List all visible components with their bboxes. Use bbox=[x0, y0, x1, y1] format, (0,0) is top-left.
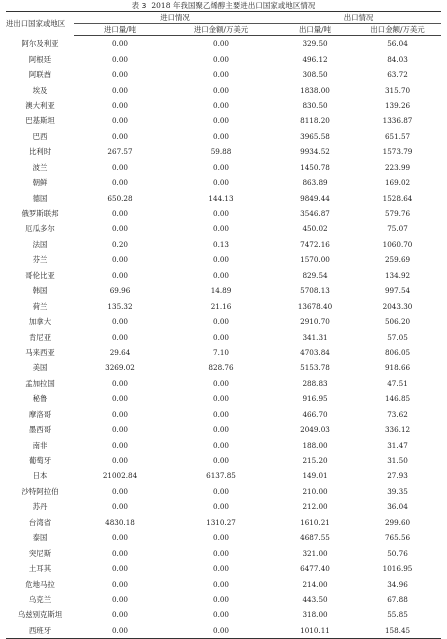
export-qty-cell: 8118.20 bbox=[300, 116, 330, 126]
export-qty-cell: 5708.13 bbox=[300, 286, 330, 296]
export-qty-cell: 210.00 bbox=[302, 486, 328, 496]
export-amount-cell: 2043.30 bbox=[382, 301, 413, 311]
table-number: 表 3 bbox=[131, 1, 147, 10]
country-cell: 巴基斯坦 bbox=[25, 116, 55, 126]
country-cell: 加拿大 bbox=[28, 317, 52, 327]
country-cell: 厄瓜多尔 bbox=[25, 224, 55, 234]
export-amount-cell: 1016.95 bbox=[382, 564, 413, 574]
export-amount-cell: 1060.70 bbox=[382, 239, 413, 249]
import-qty-cell: 21002.84 bbox=[102, 471, 138, 481]
import-amount-cell: 0.00 bbox=[166, 623, 276, 639]
table-row bbox=[6, 98, 441, 113]
export-amount-cell: 139.26 bbox=[384, 100, 411, 110]
country-cell: 乌兹别克斯坦 bbox=[17, 610, 63, 620]
import-qty-cell: 0.00 bbox=[111, 85, 128, 95]
table-body bbox=[6, 36, 441, 639]
table-caption bbox=[6, 0, 441, 11]
country-cell: 突尼斯 bbox=[28, 548, 52, 558]
export-amount-cell: 31.47 bbox=[387, 440, 408, 450]
country-cell: 土耳其 bbox=[28, 564, 52, 574]
import-qty-cell: 0.00 bbox=[111, 394, 128, 404]
export-amount-cell: 169.02 bbox=[384, 178, 411, 188]
import-qty-cell: 0.00 bbox=[111, 378, 128, 388]
export-amount-cell: 1573.79 bbox=[382, 147, 413, 157]
export-amount-cell: 36.04 bbox=[387, 502, 408, 512]
country-cell: 比利时 bbox=[28, 147, 52, 157]
import-qty-cell: 0.00 bbox=[111, 610, 128, 620]
export-amount-cell: 579.76 bbox=[384, 209, 411, 219]
export-qty-cell: 916.95 bbox=[302, 394, 328, 404]
table-row bbox=[6, 129, 441, 144]
table-row bbox=[6, 160, 441, 175]
country-cell: 哥伦比亚 bbox=[25, 270, 55, 280]
header-export-amount: 出口金额/万美元 bbox=[354, 24, 441, 36]
export-qty-cell: 188.00 bbox=[302, 440, 328, 450]
import-qty-cell: 0.00 bbox=[111, 440, 128, 450]
export-qty-cell: 466.70 bbox=[302, 409, 328, 419]
export-qty-cell: 329.50 bbox=[302, 39, 328, 49]
export-qty-cell: 2049.03 bbox=[300, 425, 330, 435]
import-amount-cell: 0.00 bbox=[213, 209, 230, 219]
export-qty-cell: 3546.87 bbox=[300, 209, 330, 219]
table-row bbox=[6, 376, 441, 391]
export-amount-cell: 506.20 bbox=[384, 317, 411, 327]
export-amount-cell: 56.04 bbox=[387, 39, 408, 49]
export-qty-cell: 288.83 bbox=[302, 378, 328, 388]
export-qty-cell: 318.00 bbox=[302, 610, 328, 620]
export-qty-cell: 308.50 bbox=[302, 70, 328, 80]
import-amount-cell: 0.00 bbox=[213, 100, 230, 110]
export-qty-cell: 5153.78 bbox=[300, 363, 330, 373]
import-qty-cell: 69.96 bbox=[109, 286, 131, 296]
export-amount-cell: 336.12 bbox=[384, 425, 411, 435]
import-qty-cell: 0.00 bbox=[111, 564, 128, 574]
country-cell: 韩国 bbox=[32, 286, 48, 296]
export-amount-cell: 299.60 bbox=[384, 517, 411, 527]
import-qty-cell: 0.20 bbox=[111, 239, 128, 249]
table-row bbox=[6, 530, 441, 545]
import-amount-cell: 0.00 bbox=[213, 162, 230, 172]
export-qty-cell: 13678.40 bbox=[297, 301, 333, 311]
country-cell: 澳大利亚 bbox=[25, 100, 55, 110]
table-title: 2018 年我国聚乙烯醇主要进出口国家或地区情况 bbox=[151, 1, 316, 10]
export-qty-cell: 443.50 bbox=[302, 594, 328, 604]
export-amount-cell: 31.50 bbox=[387, 456, 408, 466]
table-row bbox=[6, 206, 441, 221]
export-amount-cell: 63.72 bbox=[387, 70, 408, 80]
export-qty-cell: 1570.00 bbox=[300, 255, 330, 265]
export-amount-cell: 134.92 bbox=[384, 270, 411, 280]
country-cell: 孟加拉国 bbox=[25, 378, 55, 388]
header-row-groups bbox=[6, 12, 441, 24]
table-row bbox=[6, 592, 441, 607]
import-amount-cell: 14.89 bbox=[210, 286, 232, 296]
import-amount-cell: 144.13 bbox=[208, 193, 234, 203]
import-amount-cell: 0.00 bbox=[213, 70, 230, 80]
export-amount-cell: 39.35 bbox=[387, 486, 408, 496]
table-row bbox=[6, 623, 441, 639]
import-amount-cell: 0.00 bbox=[213, 54, 230, 64]
export-amount-cell: 651.57 bbox=[384, 131, 411, 141]
export-amount-cell: 259.69 bbox=[384, 255, 411, 265]
export-qty-cell: 829.54 bbox=[302, 270, 328, 280]
import-qty-cell: 0.00 bbox=[111, 486, 128, 496]
export-amount-cell: 27.93 bbox=[387, 471, 408, 481]
export-qty-cell: 149.01 bbox=[302, 471, 328, 481]
country-cell: 肯尼亚 bbox=[28, 332, 52, 342]
export-qty-cell: 9849.44 bbox=[300, 193, 330, 203]
table-row bbox=[6, 252, 441, 267]
export-amount-cell: 34.96 bbox=[387, 579, 408, 589]
export-qty-cell: 4687.55 bbox=[300, 533, 330, 543]
import-qty-cell: 0.00 bbox=[111, 209, 128, 219]
export-amount-cell: 918.66 bbox=[384, 363, 411, 373]
import-qty-cell: 0.00 bbox=[74, 623, 166, 639]
header-import-group: 进口情况 bbox=[74, 12, 276, 24]
import-amount-cell: 0.00 bbox=[213, 440, 230, 450]
export-qty-cell: 3965.58 bbox=[300, 131, 330, 141]
export-amount-cell: 223.99 bbox=[384, 162, 411, 172]
country-cell: 乌克兰 bbox=[28, 594, 52, 604]
import-amount-cell: 0.00 bbox=[213, 332, 230, 342]
import-amount-cell: 1310.27 bbox=[206, 517, 236, 527]
export-qty-cell: 830.50 bbox=[302, 100, 328, 110]
table-row bbox=[6, 51, 441, 66]
export-qty-cell: 863.89 bbox=[302, 178, 328, 188]
trade-table bbox=[6, 11, 441, 639]
import-amount-cell: 0.00 bbox=[213, 85, 230, 95]
table-row bbox=[6, 437, 441, 452]
table-row bbox=[6, 237, 441, 252]
import-qty-cell: 135.32 bbox=[107, 301, 133, 311]
country-cell: 法国 bbox=[32, 239, 48, 249]
country-cell: 危地马拉 bbox=[25, 579, 55, 589]
import-qty-cell: 0.00 bbox=[111, 409, 128, 419]
import-qty-cell: 0.00 bbox=[111, 116, 128, 126]
table-row bbox=[6, 113, 441, 128]
export-qty-cell: 214.00 bbox=[302, 579, 328, 589]
export-qty-cell: 7472.16 bbox=[300, 239, 330, 249]
import-qty-cell: 3269.02 bbox=[105, 363, 135, 373]
table-row bbox=[6, 468, 441, 483]
header-country: 进出口国家或地区 bbox=[6, 12, 74, 36]
export-qty-cell: 6477.40 bbox=[300, 564, 330, 574]
country-cell: 阿根廷 bbox=[28, 54, 52, 64]
export-amount-cell: 84.03 bbox=[387, 54, 408, 64]
header-export-group: 出口情况 bbox=[276, 12, 441, 24]
table-row bbox=[6, 422, 441, 437]
import-amount-cell: 7.10 bbox=[213, 347, 230, 357]
import-amount-cell: 0.00 bbox=[213, 378, 230, 388]
import-amount-cell: 0.00 bbox=[213, 564, 230, 574]
import-qty-cell: 650.28 bbox=[107, 193, 133, 203]
import-amount-cell: 0.00 bbox=[213, 409, 230, 419]
import-amount-cell: 0.00 bbox=[213, 594, 230, 604]
country-cell: 芬兰 bbox=[32, 255, 48, 265]
table-row bbox=[6, 515, 441, 530]
header-export-qty: 出口量/吨 bbox=[276, 24, 354, 36]
export-amount-cell: 75.07 bbox=[387, 224, 408, 234]
import-amount-cell: 0.00 bbox=[213, 224, 230, 234]
import-amount-cell: 0.00 bbox=[213, 548, 230, 558]
export-qty-cell: 496.12 bbox=[302, 54, 328, 64]
import-qty-cell: 0.00 bbox=[111, 54, 128, 64]
table-row bbox=[6, 298, 441, 313]
export-amount-cell: 57.05 bbox=[387, 332, 408, 342]
table-row bbox=[6, 345, 441, 360]
import-amount-cell: 0.00 bbox=[213, 610, 230, 620]
table-row bbox=[6, 499, 441, 514]
import-qty-cell: 0.00 bbox=[111, 502, 128, 512]
export-qty-cell: 9934.52 bbox=[300, 147, 330, 157]
import-amount-cell: 0.00 bbox=[213, 131, 230, 141]
import-qty-cell: 0.00 bbox=[111, 317, 128, 327]
table-row bbox=[6, 190, 441, 205]
import-qty-cell: 0.00 bbox=[111, 425, 128, 435]
country-cell: 日本 bbox=[32, 471, 48, 481]
import-qty-cell: 0.00 bbox=[111, 594, 128, 604]
import-amount-cell: 0.00 bbox=[213, 394, 230, 404]
country-cell: 泰国 bbox=[32, 533, 48, 543]
export-amount-cell: 55.85 bbox=[387, 610, 408, 620]
table-row bbox=[6, 576, 441, 591]
import-qty-cell: 0.00 bbox=[111, 224, 128, 234]
export-qty-cell: 341.31 bbox=[302, 332, 328, 342]
import-amount-cell: 0.00 bbox=[213, 425, 230, 435]
export-amount-cell: 73.62 bbox=[387, 409, 408, 419]
export-amount-cell: 50.76 bbox=[387, 548, 408, 558]
country-cell: 西班牙 bbox=[6, 623, 74, 639]
import-amount-cell: 0.00 bbox=[213, 317, 230, 327]
country-cell: 苏丹 bbox=[32, 502, 48, 512]
export-qty-cell: 4703.84 bbox=[300, 347, 330, 357]
table-row bbox=[6, 391, 441, 406]
country-cell: 墨西哥 bbox=[28, 425, 52, 435]
country-cell: 马来西亚 bbox=[25, 347, 55, 357]
table-row bbox=[6, 561, 441, 576]
import-qty-cell: 0.00 bbox=[111, 270, 128, 280]
country-cell: 俄罗斯联邦 bbox=[21, 209, 59, 219]
import-amount-cell: 0.00 bbox=[213, 255, 230, 265]
table-row bbox=[6, 545, 441, 560]
export-amount-cell: 67.88 bbox=[387, 594, 408, 604]
table-row bbox=[6, 407, 441, 422]
import-qty-cell: 0.00 bbox=[111, 548, 128, 558]
export-amount-cell: 806.05 bbox=[384, 347, 411, 357]
import-qty-cell: 0.00 bbox=[111, 255, 128, 265]
country-cell: 南非 bbox=[32, 440, 48, 450]
import-amount-cell: 6137.85 bbox=[206, 471, 236, 481]
import-amount-cell: 0.00 bbox=[213, 39, 230, 49]
import-qty-cell: 0.00 bbox=[111, 70, 128, 80]
import-amount-cell: 0.00 bbox=[213, 533, 230, 543]
import-amount-cell: 0.00 bbox=[213, 456, 230, 466]
import-qty-cell: 0.00 bbox=[111, 178, 128, 188]
country-cell: 台湾省 bbox=[28, 517, 52, 527]
header-import-amount: 进口金额/万美元 bbox=[166, 24, 276, 36]
import-amount-cell: 828.76 bbox=[208, 363, 234, 373]
export-qty-cell: 1450.78 bbox=[300, 162, 330, 172]
table-row bbox=[6, 36, 441, 52]
country-cell: 沙特阿拉伯 bbox=[21, 486, 59, 496]
table-row bbox=[6, 82, 441, 97]
import-amount-cell: 0.00 bbox=[213, 116, 230, 126]
import-qty-cell: 29.64 bbox=[109, 347, 131, 357]
import-amount-cell: 0.00 bbox=[213, 502, 230, 512]
table-row bbox=[6, 314, 441, 329]
import-qty-cell: 4830.18 bbox=[105, 517, 135, 527]
country-cell: 巴西 bbox=[32, 131, 48, 141]
export-qty-cell: 215.20 bbox=[302, 456, 328, 466]
country-cell: 德国 bbox=[32, 193, 48, 203]
import-qty-cell: 0.00 bbox=[111, 131, 128, 141]
import-qty-cell: 0.00 bbox=[111, 579, 128, 589]
import-amount-cell: 0.00 bbox=[213, 178, 230, 188]
import-qty-cell: 0.00 bbox=[111, 100, 128, 110]
export-amount-cell: 765.56 bbox=[384, 533, 411, 543]
import-amount-cell: 0.00 bbox=[213, 270, 230, 280]
country-cell: 秘鲁 bbox=[32, 394, 48, 404]
export-amount-cell: 997.54 bbox=[384, 286, 411, 296]
export-qty-cell: 212.00 bbox=[302, 502, 328, 512]
table-row bbox=[6, 484, 441, 499]
import-qty-cell: 0.00 bbox=[111, 332, 128, 342]
export-amount-cell: 1528.64 bbox=[382, 193, 413, 203]
table-row bbox=[6, 453, 441, 468]
import-amount-cell: 0.00 bbox=[213, 579, 230, 589]
export-qty-cell: 1010.11 bbox=[276, 623, 354, 639]
export-qty-cell: 450.02 bbox=[302, 224, 328, 234]
import-qty-cell: 0.00 bbox=[111, 456, 128, 466]
country-cell: 摩洛哥 bbox=[28, 409, 52, 419]
country-cell: 美国 bbox=[32, 363, 48, 373]
export-amount-cell: 47.51 bbox=[387, 378, 408, 388]
export-qty-cell: 321.00 bbox=[302, 548, 328, 558]
table-row bbox=[6, 67, 441, 82]
import-amount-cell: 21.16 bbox=[210, 301, 232, 311]
table-row bbox=[6, 360, 441, 375]
import-qty-cell: 267.57 bbox=[107, 147, 133, 157]
export-qty-cell: 1610.21 bbox=[300, 517, 330, 527]
export-qty-cell: 2910.70 bbox=[300, 317, 330, 327]
table-row bbox=[6, 221, 441, 236]
country-cell: 荷兰 bbox=[32, 301, 48, 311]
table-row bbox=[6, 144, 441, 159]
import-qty-cell: 0.00 bbox=[111, 39, 128, 49]
country-cell: 埃及 bbox=[32, 85, 48, 95]
table-row bbox=[6, 329, 441, 344]
export-amount-cell: 315.70 bbox=[384, 85, 411, 95]
export-amount-cell: 158.45 bbox=[354, 623, 441, 639]
table-row bbox=[6, 268, 441, 283]
country-cell: 葡萄牙 bbox=[28, 456, 52, 466]
import-amount-cell: 59.88 bbox=[210, 147, 232, 157]
import-amount-cell: 0.00 bbox=[213, 486, 230, 496]
export-amount-cell: 1336.87 bbox=[382, 116, 413, 126]
import-qty-cell: 0.00 bbox=[111, 162, 128, 172]
country-cell: 波兰 bbox=[32, 162, 48, 172]
table-row bbox=[6, 175, 441, 190]
header-import-qty: 进口量/吨 bbox=[74, 24, 166, 36]
import-amount-cell: 0.13 bbox=[213, 239, 230, 249]
import-qty-cell: 0.00 bbox=[111, 533, 128, 543]
country-cell: 阿尔及利亚 bbox=[21, 38, 59, 48]
country-cell: 阿联酋 bbox=[28, 70, 52, 80]
table-row bbox=[6, 283, 441, 298]
table-row bbox=[6, 607, 441, 622]
export-amount-cell: 146.85 bbox=[384, 394, 411, 404]
export-qty-cell: 1838.00 bbox=[300, 85, 330, 95]
country-cell: 朝鲜 bbox=[32, 178, 48, 188]
